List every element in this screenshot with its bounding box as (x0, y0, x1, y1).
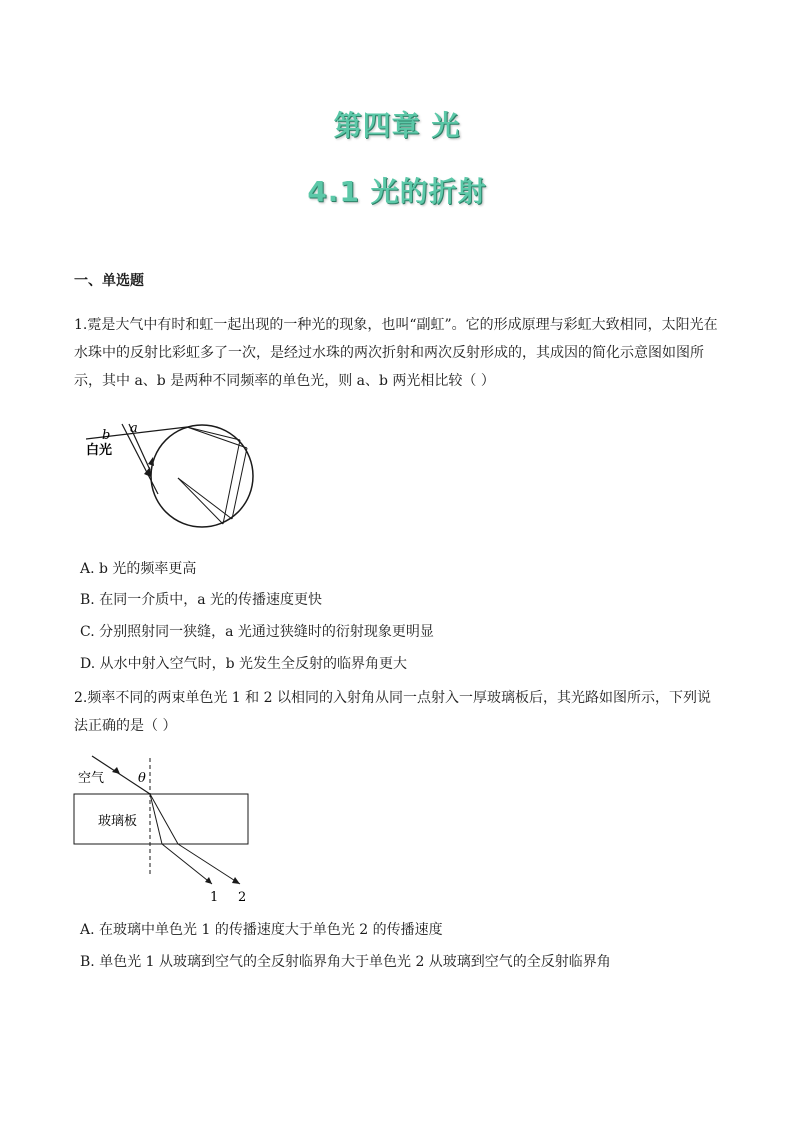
question-1-text: 1.霓是大气中有时和虹一起出现的一种光的现象，也叫“副虹”。它的形成原理与彩虹大致相同，太阳光在水珠中的反射比彩虹多了一次，是经过水珠的两次折射和两次反射形成的，其成因的简化示意图如图所示，其中 a、b 是两种不同频率的单色光，则 a、b 两光相比较（ ） (74, 317, 718, 389)
chapter-title: 第四章 光 (333, 109, 461, 142)
label-ray-2: 2 (238, 890, 247, 905)
q1-option-d: D. 从水中射入空气时，b 光发生全反射的临界角更大 (80, 656, 408, 672)
q2-option-b: B. 单色光 1 从玻璃到空气的全反射临界角大于单色光 2 从玻璃到空气的全反射临界角 (80, 954, 611, 970)
label-theta: θ (138, 771, 146, 786)
q1-option-b: B. 在同一介质中，a 光的传播速度更快 (80, 592, 322, 608)
q1-option-c: C. 分别照射同一狭缝，a 光通过狭缝时的衍射现象更明显 (80, 624, 434, 640)
section-title: 4.1 光的折射 (307, 175, 487, 208)
label-b: b (102, 428, 111, 443)
rainbow-droplet-figure (86, 418, 258, 538)
label-a: a (130, 421, 138, 436)
section-heading: 一、单选题 (74, 273, 144, 289)
label-white-light: 白光 (86, 443, 113, 458)
label-ray-1: 1 (210, 890, 219, 905)
label-air: 空气 (78, 771, 105, 786)
q2-option-a: A. 在玻璃中单色光 1 的传播速度大于单色光 2 的传播速度 (80, 922, 443, 938)
question-2-text: 2.频率不同的两束单色光 1 和 2 以相同的入射角从同一点射入一厚玻璃板后，其光路如图所示，下列说法正确的是（ ） (74, 690, 711, 734)
label-glass: 玻璃板 (98, 814, 138, 829)
q1-option-a: A. b 光的频率更高 (80, 561, 197, 577)
glass-plate-figure (70, 748, 260, 908)
